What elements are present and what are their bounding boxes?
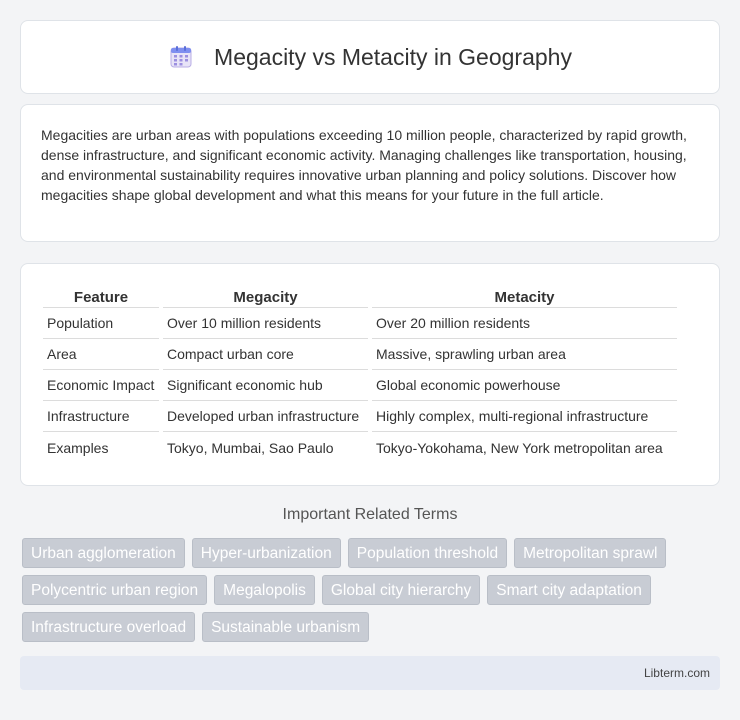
- table-row: [43, 370, 677, 401]
- column-header: Feature: [43, 286, 159, 308]
- table-row: [43, 432, 677, 463]
- table-cell: Tokyo, Mumbai, Sao Paulo: [167, 439, 334, 456]
- table-cell: Examples: [47, 439, 109, 456]
- tag-hyper-urbanization[interactable]: Hyper-urbanization: [192, 538, 341, 568]
- table-cell: Economic Impact: [43, 370, 159, 401]
- table-cell: Over 20 million residents: [372, 308, 677, 339]
- table-header-row: [43, 286, 677, 308]
- header-card: [20, 20, 720, 94]
- footer-site-link[interactable]: Libterm.com: [643, 666, 710, 680]
- calendar-icon: [168, 44, 194, 70]
- table-cell: Tokyo-Yokohama, New York metropolitan area: [376, 439, 663, 456]
- table-row: [43, 308, 677, 339]
- table-cell: Infrastructure: [43, 401, 159, 432]
- tag-urban-agglomeration[interactable]: Urban agglomeration: [22, 538, 185, 568]
- intro-card: [20, 104, 720, 242]
- related-terms-list: [22, 538, 722, 642]
- comparison-table: [39, 286, 681, 463]
- footer: [20, 656, 720, 690]
- table-row: [43, 401, 677, 432]
- tag-global-city-hierarchy[interactable]: Global city hierarchy: [322, 575, 480, 605]
- comparison-table-card: [20, 263, 720, 486]
- table-cell: Significant economic hub: [163, 370, 368, 401]
- tag-metropolitan-sprawl[interactable]: Metropolitan sprawl: [514, 538, 666, 568]
- intro-text: Megacities are urban areas with populations exceeding 10 million people, characterized by rapid growth, dense infrastructure, and significant economic activity. Managing challenges like transportation, housing, and environmental sustainability requires innovative urban planning and policy solutions. Discover how megacities shape global development and what this means for your future in the full article.: [41, 127, 687, 203]
- tag-polycentric-urban-region[interactable]: Polycentric urban region: [22, 575, 207, 605]
- table-row: [43, 339, 677, 370]
- page-title: Megacity vs Metacity in Geography: [214, 43, 572, 70]
- tag-population-threshold[interactable]: Population threshold: [348, 538, 507, 568]
- tag-sustainable-urbanism[interactable]: Sustainable urbanism: [202, 612, 369, 642]
- column-header: Metacity: [372, 286, 677, 308]
- table-cell: Area: [43, 339, 159, 370]
- tag-megalopolis[interactable]: Megalopolis: [214, 575, 315, 605]
- column-header: Megacity: [163, 286, 368, 308]
- table-cell: Population: [43, 308, 159, 339]
- tag-infrastructure-overload[interactable]: Infrastructure overload: [22, 612, 195, 642]
- table-cell: Compact urban core: [163, 339, 368, 370]
- table-cell: Global economic powerhouse: [372, 370, 677, 401]
- tag-smart-city-adaptation[interactable]: Smart city adaptation: [487, 575, 651, 605]
- table-cell: Over 10 million residents: [163, 308, 368, 339]
- table-cell: Massive, sprawling urban area: [372, 339, 677, 370]
- related-terms-title: Important Related Terms: [282, 506, 458, 523]
- table-cell: Developed urban infrastructure: [163, 401, 368, 432]
- table-cell: Highly complex, multi-regional infrastructure: [372, 401, 677, 432]
